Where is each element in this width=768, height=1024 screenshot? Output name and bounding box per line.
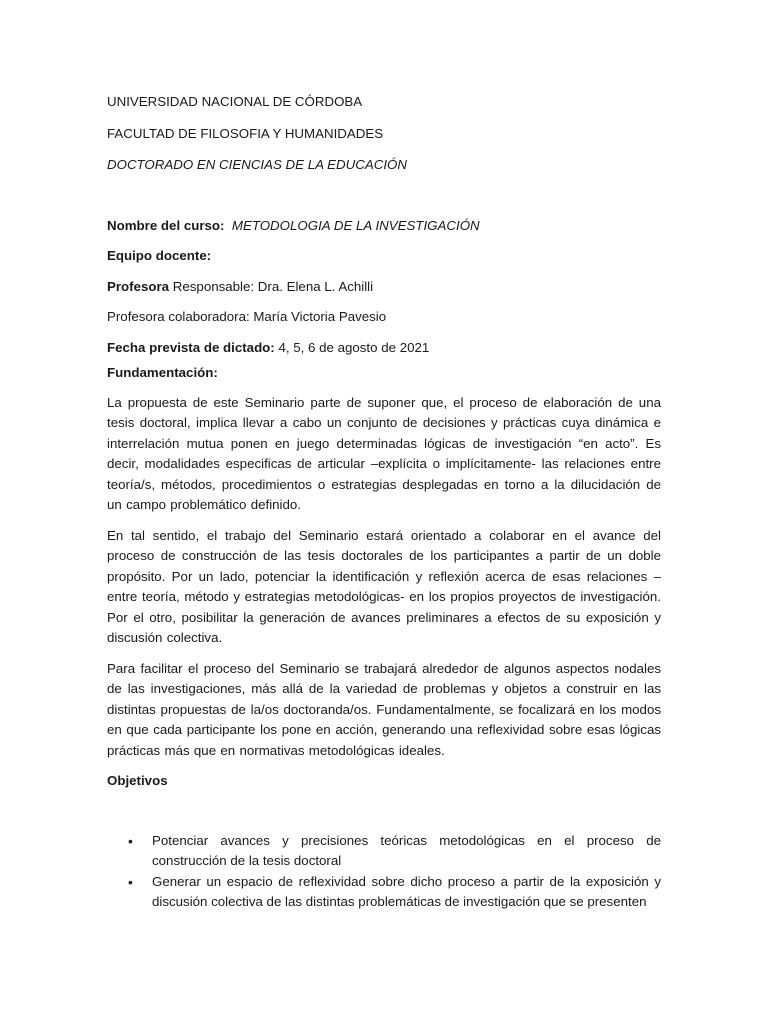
date-label: Fecha prevista de dictado:: [107, 339, 275, 355]
fundamentacion-title: Fundamentación:: [107, 365, 218, 380]
document-body: [107, 92, 661, 913]
collaborator-line: [107, 307, 661, 328]
objective-text: Potenciar avances y precisiones teóricas metodológicas en el proceso de construcción de la tesis doctoral: [152, 832, 661, 868]
university-name: UNIVERSIDAD NACIONAL DE CÓRDOBA: [107, 94, 363, 109]
bullet-icon: •: [128, 873, 133, 890]
paragraph-1: La propuesta de este Seminario parte de suponer que, el proceso de elaboración de una tesis doctoral, implica llevar a cabo un conjunto de decisiones y prácticas cuya dinámica e interrelación mutua ponen en juego determinadas lógicas de investigación “en acto”. Es decir, modalidades especificas de articular –explícita o implícitamente- las relaciones entre teoría/s, métodos, procedimientos o estrategias desplegadas en torno a la dilucidación de un campo problemático definido.: [107, 394, 661, 512]
paragraph-2: En tal sentido, el trabajo del Seminario estará orientado a colaborar en el avance del proceso de construcción de las tesis doctorales de los participantes a partir de un doble propósito. Por un lado, potenciar la identificación y reflexión acerca de esas relaciones –entre teoría, método y estrategias metodológicas- en los propios proyectos de investigación. Por el otro, posibilitar la generación de avances preliminares a efectos de su exposición y discusión colectiva.: [107, 527, 661, 645]
lead-professor-label: Profesora: [107, 278, 170, 294]
spacer: [107, 187, 661, 216]
lead-professor-line: [107, 277, 661, 298]
objectives-list: [107, 831, 661, 913]
teaching-team-line: [107, 246, 661, 267]
objective-text: Generar un espacio de reflexividad sobre dicho proceso a partir de la exposición y discusión colectiva de las distintas problemáticas de investigación que se presenten: [152, 873, 661, 909]
spacer: [107, 801, 661, 831]
course-name-line: [107, 216, 661, 237]
objective-item: [107, 831, 661, 872]
faculty-name: FACULTAD DE FILOSOFIA Y HUMANIDADES: [107, 125, 384, 141]
date-value: 4, 5, 6 de agosto de 2021: [278, 339, 430, 355]
objective-item: [107, 872, 661, 913]
bullet-icon: •: [128, 832, 133, 849]
program-name: DOCTORADO EN CIENCIAS DE LA EDUCACIÓN: [107, 157, 407, 172]
teaching-team-label: Equipo docente:: [107, 248, 212, 263]
collaborator-value: Profesora colaboradora: María Victoria Pavesio: [107, 309, 387, 324]
date-line: [107, 338, 661, 359]
course-name-label: Nombre del curso:: [107, 217, 225, 233]
lead-professor-value: Responsable: Dra. Elena L. Achilli: [172, 278, 374, 294]
course-name-value: METODOLOGIA DE LA INVESTIGACIÓN: [231, 217, 480, 233]
objetivos-title: Objetivos: [107, 773, 168, 788]
paragraph-3: Para facilitar el proceso del Seminario se trabajará alrededor de algunos aspectos nodales de las investigaciones, más allá de la variedad de problemas y objetos a construir en las distintas propuestas de la/os doctoranda/os. Fundamentalmente, se focalizará en los modos en que cada participante los pone en acción, generando una reflexividad sobre esas lógicas prácticas más que en normativas metodológicas ideales.: [107, 660, 661, 758]
